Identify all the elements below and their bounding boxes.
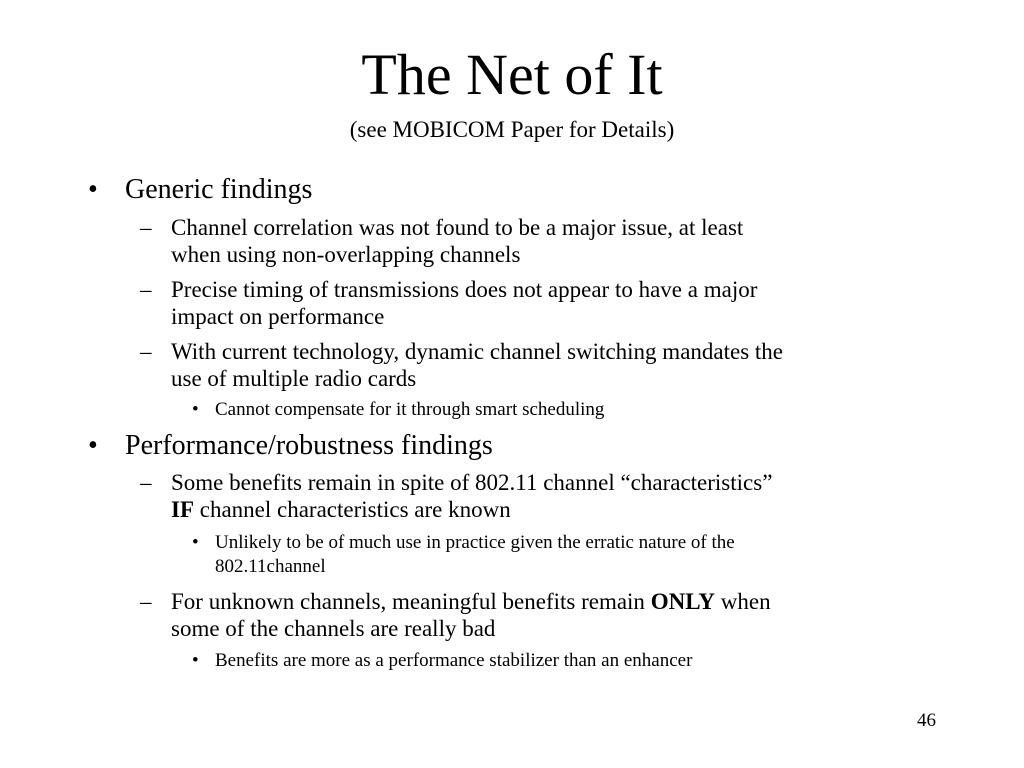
sub-bullet-line-pre: For unknown channels, meaningful benefits remain: [171, 589, 651, 614]
sub-bullet-line-rest: channel characteristics are known: [194, 497, 511, 522]
bullet-marker: •: [192, 399, 199, 420]
page-number: 46: [917, 710, 936, 731]
bullet-marker: •: [88, 174, 98, 205]
sub-sub-bullet-line: 802.11channel: [215, 556, 326, 577]
sub-bullet-line: Some benefits remain in spite of 802.11 channel “characteristics”: [171, 470, 773, 495]
dash-marker: –: [140, 589, 152, 614]
sub-bullet-line: [171, 588, 771, 615]
sub-bullet-line: Channel correlation was not found to be a major issue, at least: [171, 215, 744, 240]
bullet-text: Performance/robustness findings: [125, 430, 493, 461]
sub-bullet-line: [171, 496, 511, 523]
slide-title: The Net of It: [361, 42, 663, 107]
bullet-text: Generic findings: [125, 174, 313, 205]
sub-bullet-line: some of the channels are really bad: [171, 616, 496, 641]
sub-sub-bullet-text: Cannot compensate for it through smart scheduling: [215, 399, 605, 420]
sub-bullet-line-post: when: [715, 589, 771, 614]
dash-marker: –: [140, 470, 152, 495]
sub-bullet-line: impact on performance: [171, 304, 385, 329]
sub-bullet-line: With current technology, dynamic channel switching mandates the: [171, 339, 784, 364]
sub-sub-bullet-text: Benefits are more as a performance stabilizer than an enhancer: [215, 650, 693, 671]
sub-bullet-line: when using non-overlapping channels: [171, 242, 521, 267]
slide-subtitle: (see MOBICOM Paper for Details): [349, 117, 675, 142]
sub-bullet-line: use of multiple radio cards: [171, 366, 417, 391]
dash-marker: –: [140, 277, 152, 302]
emphasis-if: IF: [171, 497, 194, 522]
dash-marker: –: [140, 215, 152, 240]
bullet-marker: •: [192, 650, 199, 671]
sub-sub-bullet-line: Unlikely to be of much use in practice given the erratic nature of the: [215, 532, 735, 553]
dash-marker: –: [140, 339, 152, 364]
bullet-marker: •: [192, 532, 199, 553]
sub-bullet-line: Precise timing of transmissions does not appear to have a major: [171, 277, 758, 302]
bullet-marker: •: [88, 430, 98, 461]
emphasis-only: ONLY: [650, 589, 716, 614]
